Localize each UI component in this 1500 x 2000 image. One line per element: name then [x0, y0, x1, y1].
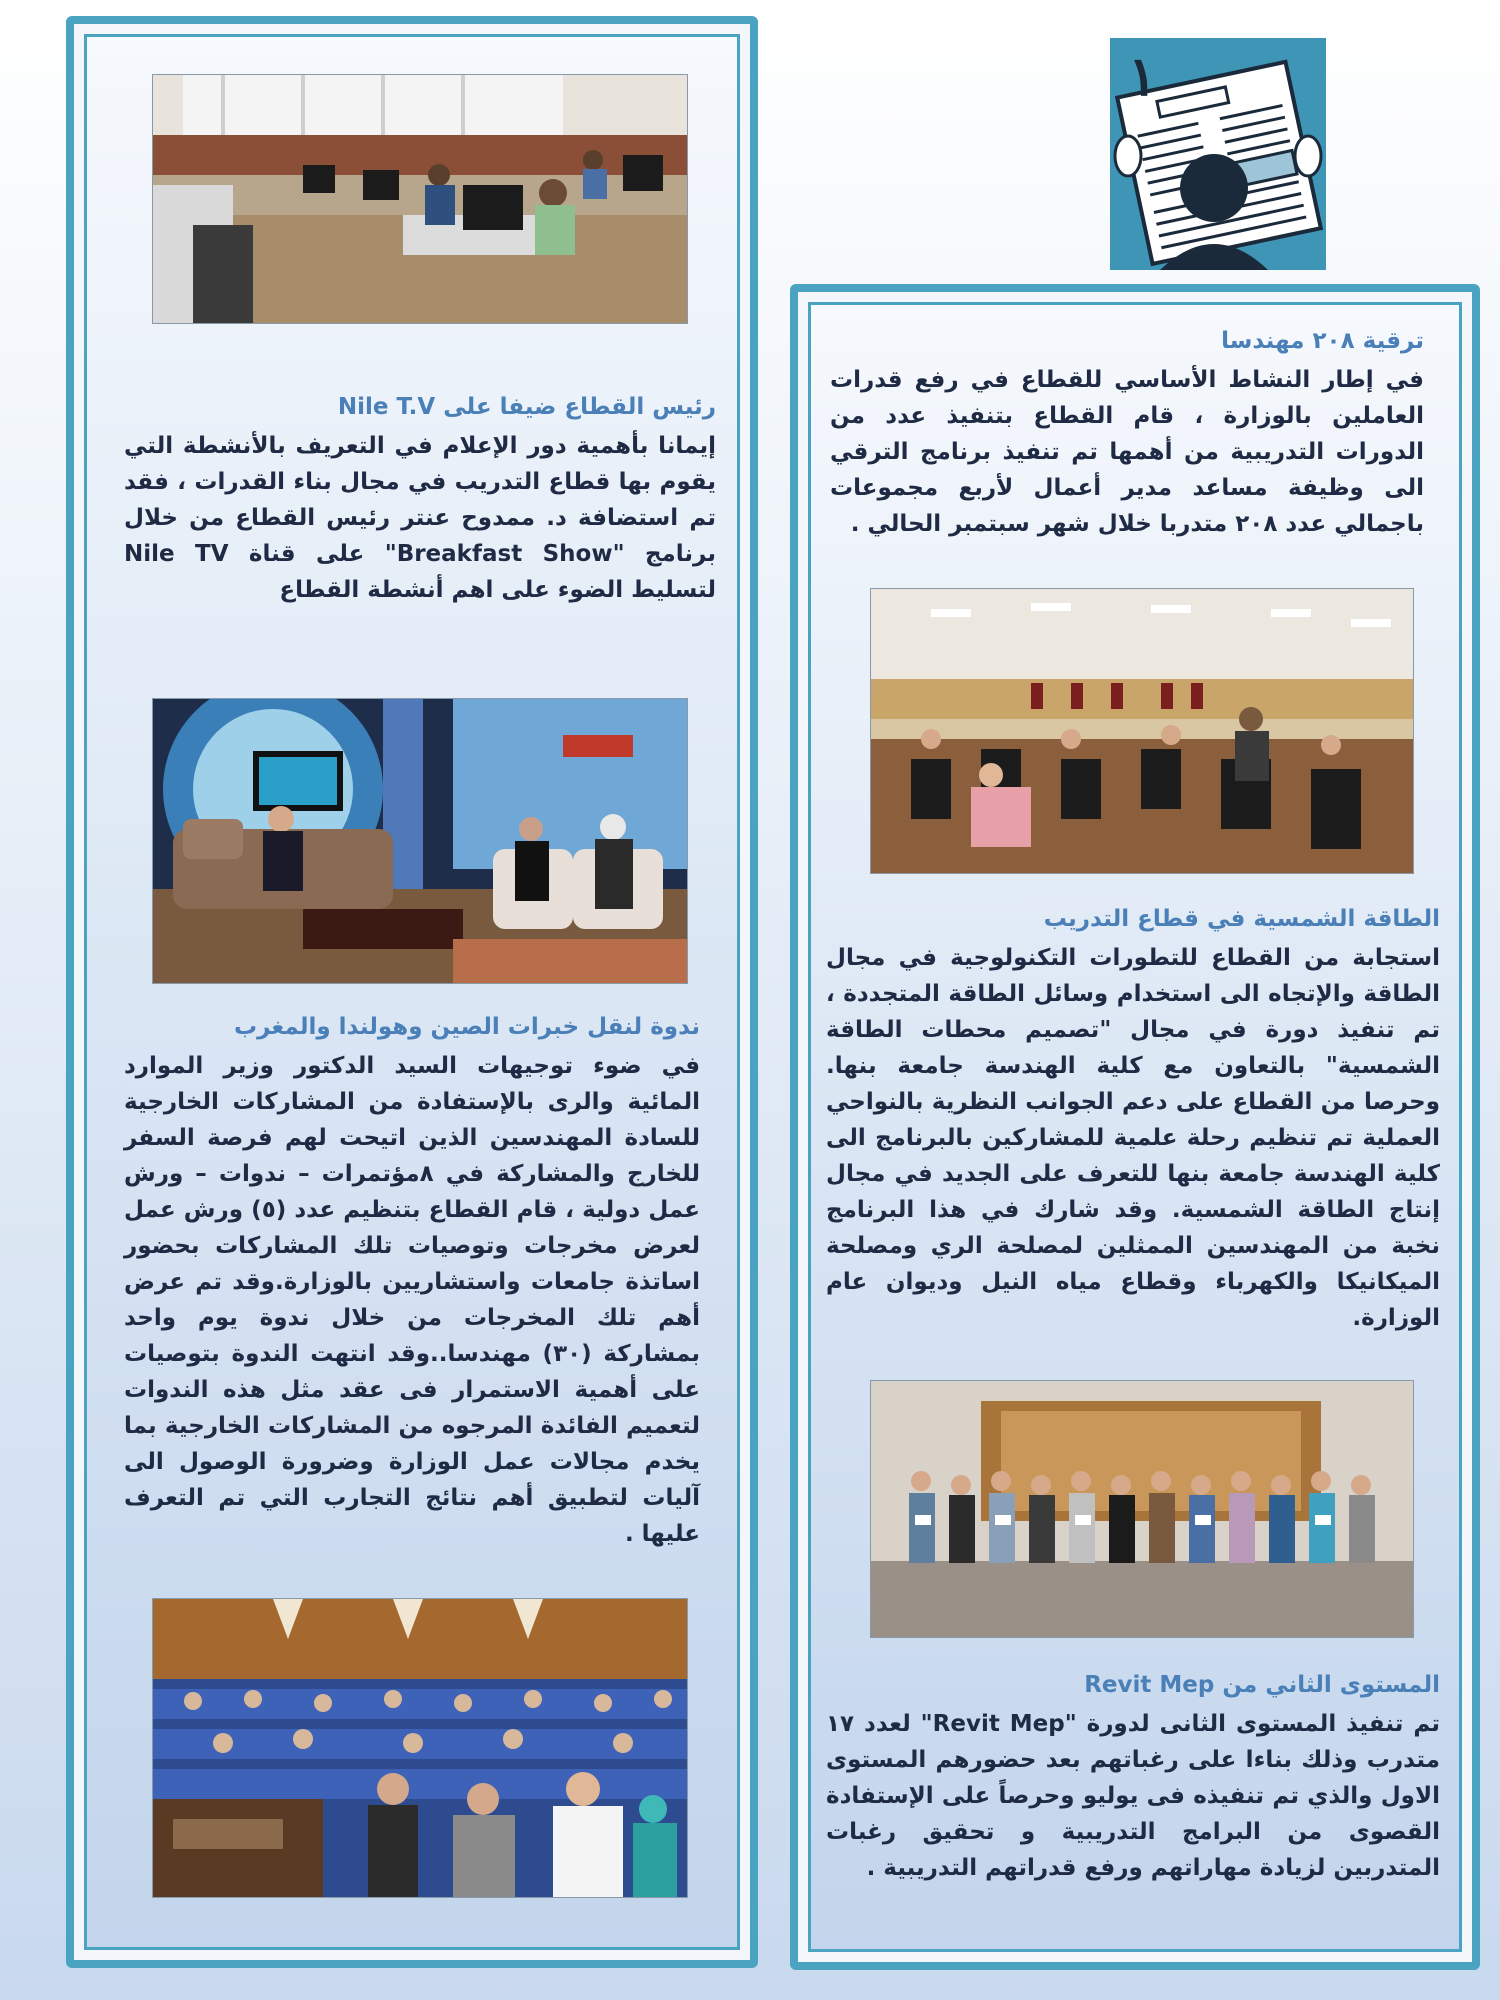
- newspaper-reader-logo: [1110, 38, 1326, 270]
- page-number: ١: [1128, 44, 1158, 108]
- article-body-promotion: في إطار النشاط الأساسي للقطاع في رفع قدرات العاملين بالوزارة ، قام القطاع بتنفيذ عدد من الدورات التدريبية من أهمها تم تنفيذ برنامج الترقي الى وظيفة مساعد مدير أعمال لأربع مجموعات باجمالي عدد ٢٠٨ متدربا خلال شهر سبتمبر الحالي .: [830, 367, 1424, 537]
- computer-lab-photo: [152, 74, 688, 324]
- article-heading-seminar: ندوة لنقل خبرات الصين وهولندا والمغرب: [234, 1014, 700, 1040]
- article-heading-revit: المستوى الثاني من Revit Mep: [1084, 1672, 1440, 1698]
- article-heading-promotion: ترقية ٢٠٨ مهندسا: [1221, 328, 1424, 354]
- article-heading-solar: الطاقة الشمسية في قطاع التدريب: [1043, 906, 1440, 932]
- group-certificates-photo: [870, 1380, 1414, 1638]
- article-body-seminar: في ضوء توجيهات السيد الدكتور وزير الموارد المائية والرى بالإستفادة من المشاركات الخارجية للسادة المهندسين الذين اتيحت لهم فرصة السفر للخارج والمشاركة في ٨مؤتمرات – ندوات – ورش عمل دولية ، قام القطاع بتنظيم عدد (٥) ورش عمل لعرض مخرجات وتوصيات تلك المشاركات بحضور اساتذة جامعات واستشاريين بالوزارة.وقد تم عرض أهم تلك المخرجات من خلال ندوة يوم واحد بمشاركة (٣٠) مهندسا..وقد انتهت الندوة بتوصيات على أهمية الاستمرار فى عقد مثل هذه الندوات لتعميم الفائدة المرجوه من المشاركات الخارجية بما يخدم مجالات عمل الوزارة وضرورة الوصول الى آليات لتطبيق أهم نتائج التجارب التي تم التعرف عليها .: [124, 1053, 701, 1547]
- article-body-revit: تم تنفيذ المستوى الثانى لدورة "Revit Mep" لعدد ١٧ متدرب وذلك بناءا على رغباتهم بعد حضورهم المستوى الاول والذي تم تنفيذه فى يوليو وحرصاً على الإستفادة القصوى من البرامج التدريبية و تحقيق رغبات المتدربين لزيادة مهاراتهم ورفع قدراتهم التدريبية .: [826, 1711, 1440, 1881]
- article-heading-nile-tv: رئيس القطاع ضيفا على Nile T.V: [337, 394, 716, 420]
- nile-tv-studio-photo: [152, 698, 688, 984]
- training-hall-photo: [870, 588, 1414, 874]
- article-body-solar: استجابة من القطاع للتطورات التكنولوجية في مجال الطاقة والإتجاه الى استخدام وسائل الطاقة المتجددة ، تم تنفيذ دورة في مجال "تصميم محطات الطاقة الشمسية" بالتعاون مع كلية الهندسة جامعة بنها. وحرصا من القطاع على دعم الجوانب النظرية بالنواحي العملية تم تنظيم رحلة علمية للمشاركين بالبرنامج الى كلية الهندسة جامعة بنها للتعرف على الجديد في مجال إنتاج الطاقة الشمسية. وقد شارك في هذا البرنامج نخبة من المهندسين الممثلين لمصلحة الري ومصلحة الميكانيكا والكهرباء وقطاع مياه النيل وديوان عام الوزارة.: [826, 945, 1440, 1331]
- article-body-nile-tv: إيمانا بأهمية دور الإعلام في التعريف بالأنشطة التي يقوم بها قطاع التدريب في مجال بناء القدرات ، فقد تم استضافة د. ممدوح عنتر رئيس القطاع من خلال برنامج "Breakfast Show" على قناة Nile TV لتسليط الضوء على اهم أنشطة القطاع: [124, 433, 716, 603]
- seminar-auditorium-photo: [152, 1598, 688, 1898]
